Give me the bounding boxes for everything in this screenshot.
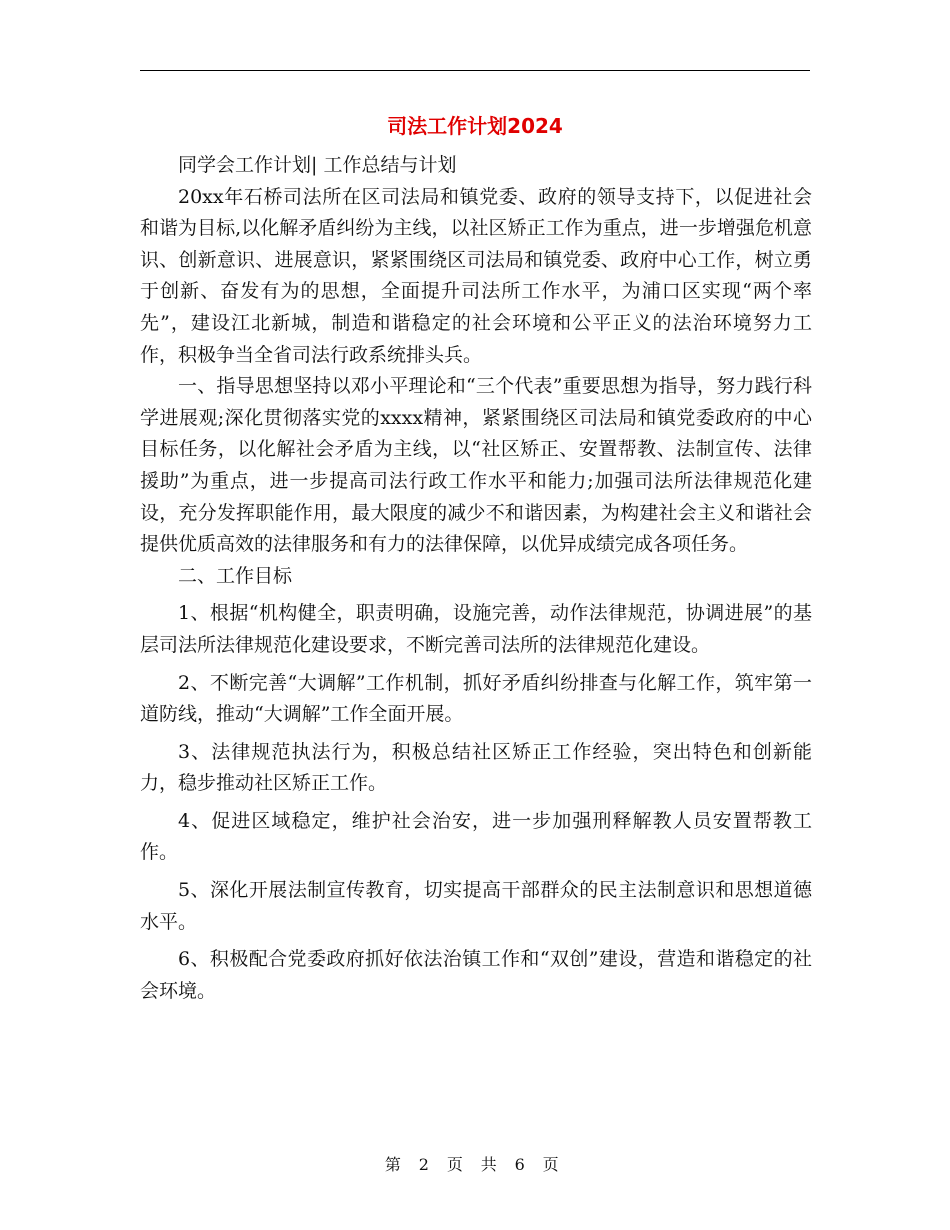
goal-item-6: 6、积极配合党委政府抓好依法治镇工作和“双创”建设，营造和谐稳定的社会环境。	[140, 948, 812, 1002]
header-rule	[140, 70, 810, 71]
goal-item-2: 2、不断完善“大调解”工作机制，抓好矛盾纠纷排查与化解工作，筑牢第一道防线，推动“大调解”工作全面开展。	[140, 671, 812, 726]
goal-item-5: 5、深化开展法制宣传教育，切实提高干部群众的民主法制意识和思想道德水平。	[140, 879, 812, 933]
section-heading-goals: 二、工作目标	[178, 564, 293, 587]
document-title: 司法工作计划2024	[387, 114, 563, 138]
goal-item-1: 1、根据“机构健全，职责明确，设施完善，动作法律规范，协调进展”的基层司法所法律规范化建设要求，不断完善司法所的法律规范化建设。	[140, 602, 812, 656]
page-number: 第 2 页 共 6 页	[384, 1155, 566, 1174]
guiding-thought-paragraph: 一、指导思想坚持以邓小平理论和“三个代表”重要思想为指导，努力践行科学进展观;深化贯彻落实党的xxxx精神，紧紧围绕区司法局和镇党委政府的中心目标任务，以化解社会矛盾为主线，以“社区矫正、安置帮教、法制宣传、法律援助”为重点，进一步提高司法行政工作水平和能力;加强司法所法律规范化建设，充分发挥职能作用，最大限度的减少不和谐因素，为构建社会主义和谐社会提供优质高效的法律服务和有力的法律保障，以优异成绩完成各项任务。	[140, 375, 812, 556]
goal-item-4: 4、促进区域稳定，维护社会治安，进一步加强刑释解教人员安置帮教工作。	[140, 809, 812, 864]
document-body	[140, 150, 812, 1007]
intro-paragraph: 20xx年石桥司法所在区司法局和镇党委、政府的领导支持下，以促进社会和谐为目标,以化解矛盾纠纷为主线，以社区矫正工作为重点，进一步增强危机意识、创新意识、进展意识，紧紧围绕区司法局和镇党委、政府中心工作，树立勇于创新、奋发有为的思想，全面提升司法所工作水平，为浦口区实现“两个率先”，建设江北新城，制造和谐稳定的社会环境和公平正义的法治环境努力工作，积极争当全省司法行政系统排头兵。	[140, 185, 812, 366]
goal-item-3: 3、法律规范执法行为，积极总结社区矫正工作经验，突出特色和创新能力，稳步推动社区矫正工作。	[140, 740, 812, 795]
subtitle-line: 同学会工作计划| 工作总结与计划	[178, 154, 457, 176]
